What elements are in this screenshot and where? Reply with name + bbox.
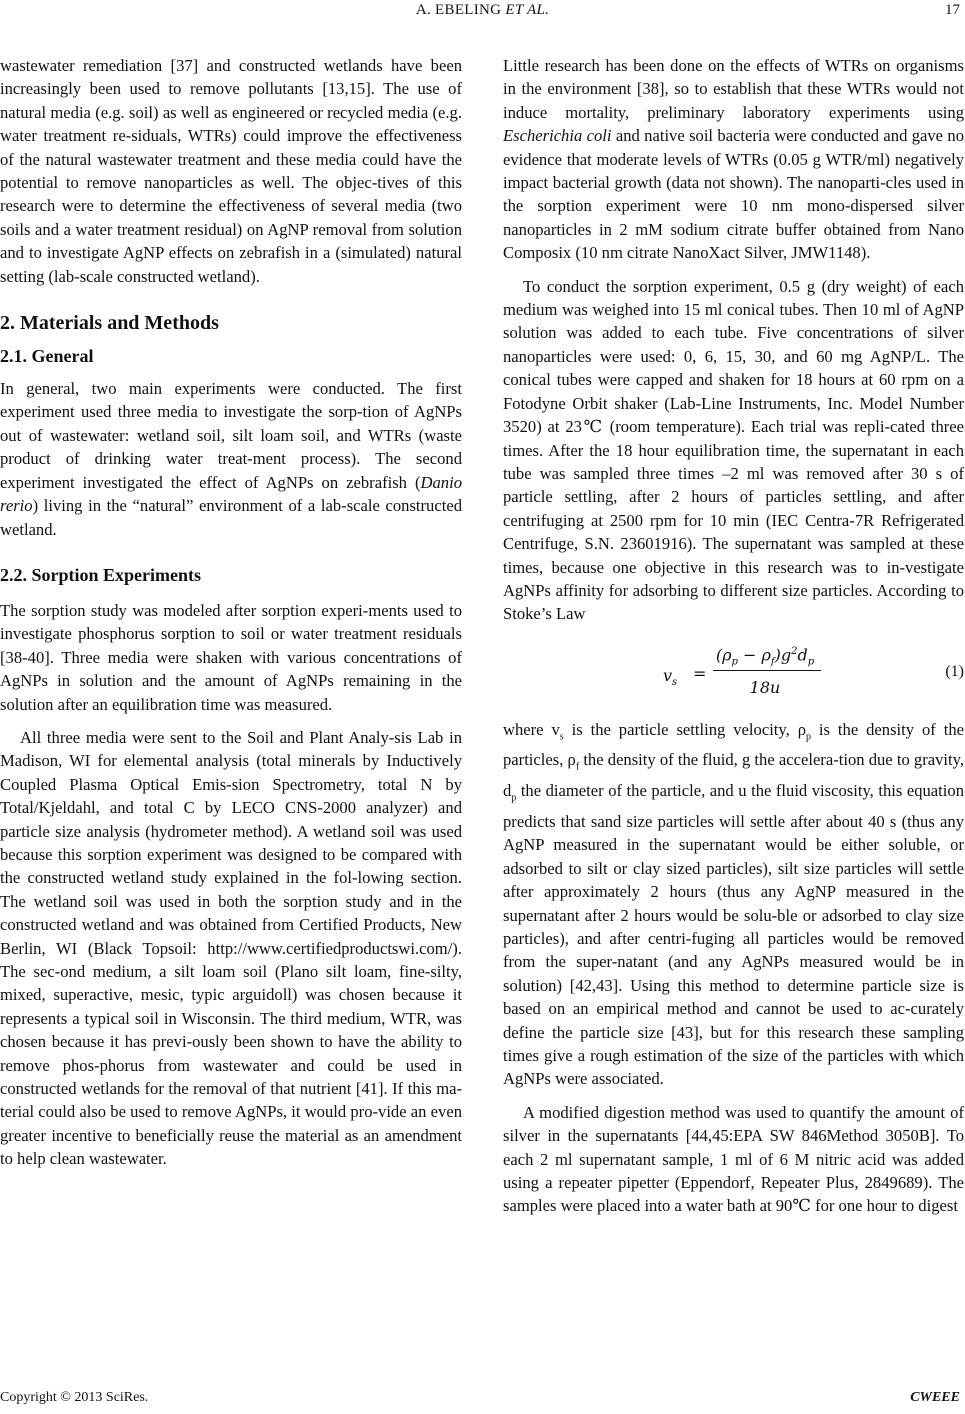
footer-copyright: Copyright © 2013 SciRes. bbox=[0, 1390, 149, 1405]
equation-number: (1) bbox=[945, 662, 964, 680]
stokes-law-equation bbox=[503, 640, 964, 706]
general-text-2: ) living in the “natural” environment of a lab-scale constructed wetland. bbox=[0, 496, 462, 539]
equation-body bbox=[663, 640, 863, 706]
intro-paragraph: wastewater remediation [37] and constructed wetlands have been increasingly been used to remove pollutants [13,15]. The use of natural media (e.g. soil) as well as engineered or recycled media (e.g. water treatment re-siduals, WTRs) could improve the effectiveness of the natural wastewater treatment and these media could have the potential to remove nanoparticles as well. The objec-tives of this research were to determine the effectiveness of several media (two soils and a water treatment residual) on AgNP removal from solution and to investigate AgNP effects on zebrafish in a (simulated) natural setting (lab-scale constructed wetland). bbox=[0, 56, 462, 286]
subsection-heading-sorption: 2.2. Sorption Experiments bbox=[0, 564, 202, 585]
general-text-1: In general, two main experiments were conducted. The first experiment used three media to investigate the sorp-tion of AgNPs out of wastewater: wetland soil, silt loam soil, and WTRs (waste product of drinking water treat-ment process). The second experiment investigated the effect of AgNPs on zebrafish ( bbox=[0, 379, 462, 492]
sorption-paragraph-2: All three media were sent to the Soil and Plant Analy-sis Lab in Madison, WI for elemental analysis (total minerals by Inductively Coupled Plasma Optical Emis-sion Spectrometry, total N by Total/Kjeldahl, and total C by LECO CNS-2000 analyzer) and particle size analysis (hydrometer method). A wetland soil was used because this sorption experiment was designed to be compared with the constructed wetland study explained in the fol-lowing section. The wetland soil was used in both the sorption study and in the constructed wetland and was obtained from Certified Products, New Berlin, WI (Black Topsoil: http://www.certifiedproductswi.com/). The sec-ond medium, a silt loam soil (Plano silt loam, fine-silty, mixed, superactive, mesic, typic arguidoll) was chosen because it represents a typical soil in Wisconsin. The third medium, WTR, was chosen because it has previ-ously been shown to have the ability to remove phos-phorus from wastewater and could be used in constructed wetlands for the removal of that nutrient [41]. If this ma-terial could also be used to remove AgNPs, it would pro-vide an even greater incentive to beneficially reuse the material as an amendment to help clean wastewater. bbox=[0, 727, 462, 1169]
equation-lhs: $v_s$ bbox=[663, 665, 678, 688]
digestion-paragraph: A modified digestion method was used to quantify the amount of silver in the supernatants [44,45:EPA SW 846Method 3050B]. To each 2 ml supernatant sample, 1 ml of 6 M nitric acid was added using a repeater pipetter (Eppendorf, Repeater Plus, 2849689). The samples were placed into a water bath at 90℃ for one hour to digest bbox=[503, 1102, 964, 1216]
subsection-heading-general: 2.1. General bbox=[0, 346, 94, 367]
equation-numerator: $(\rho_p - \rho_f)g^2d_p$ bbox=[715, 645, 815, 668]
left-column bbox=[0, 54, 462, 1171]
sorption-paragraph-1: The sorption study was modeled after sorption experi-ments used to investigate phosphorus sorption to soil or water treatment residuals [38-40]. Three media were shaken with various concentrations of AgNPs in solution and the amount of AgNPs remaining in the solution after an equilibration time was measured. bbox=[0, 600, 462, 714]
right-column bbox=[503, 54, 964, 1218]
wtr-paragraph bbox=[503, 54, 964, 265]
footer-journal: CWEEE bbox=[910, 1390, 960, 1405]
page-number: 17 bbox=[945, 2, 960, 18]
equation-denominator: 18u bbox=[749, 677, 781, 697]
section-heading-materials-methods: 2. Materials and Methods bbox=[0, 312, 219, 335]
equation-equals: = bbox=[693, 663, 707, 683]
wtr-text-1: Little research has been done on the effects of WTRs on organisms in the environment [38], so to establish that these WTRs would not induce mortality, preliminary laboratory experiments using bbox=[503, 56, 964, 122]
wtr-text-2: and native soil bacteria were conducted and gave no evidence that moderate levels of WTRs (0.05 g WTR/ml) negatively impact bacterial growth (data not shown). The nanoparti-cles used in the sorption experiment were 10 nm mono-dispersed silver nanoparticles in 2 mM sodium citrate buffer obtained from Nano Composix (10 nm citrate NanoXact Silver, JMW1148). bbox=[503, 126, 964, 263]
sorption-method-paragraph: To conduct the sorption experiment, 0.5 g (dry weight) of each medium was weighed into 15 ml conical tubes. Then 10 ml of AgNP solution was added to each tube. Five concentrations of silver nanoparticles were used: 0, 6, 15, 30, and 60 mg AgNP/L. The conical tubes were capped and shaken for 18 hours at 60 rpm on a Fotodyne Orbit shaker (Lab-Line Instruments, Inc. Model Number 3520) at 23℃ (room temperature). Each trial was repli-cated three times. After the 18 hour equilibration time, the supernatant in each tube was sampled three times –2 ml was removed after 30 s of particle settling, after 2 hours of particles settling, and after centrifuging at 2500 rpm for 10 min (IEC Centra-7R Refrigerated Centrifuge, S.N. 23601916). The supernatant was sampled at these times, because one objective in this research was to in-vestigate AgNPs affinity for adsorbing to different size particles. According to Stoke’s Law bbox=[503, 276, 964, 624]
stokes-explanation-paragraph: where $v_s$ is the particle settling velocity, $\rho_p$ is the density of the particles, $\rho_f$ the density of the fluid, g the accelera-tion due to gravity, $d_p$ the diameter of the particle, and u the fluid viscosity, this equation predicts that sand size particles will settle after about 40 s (thus any AgNP measured in the supernatant would be either soluble, or adsorbed to silt or clay sized particles), silt size particles will settle after approximately 2 hours (thus any AgNP measured in the supernatant after 2 hours would be solu-ble or adsorbed to clay size particles), and after centri-fuging all particles would be removed from the super-natant (and any AgNPs measured would be in solution) [42,43]. Using this method to determine particle size is based on an empirical method and cannot be used to ac-curately define the particle size [43], but for this research these sampling times give a rough estimation of the size of the particles with which AgNPs were associated. bbox=[503, 719, 964, 1089]
species-name-ecoli: Escherichia coli bbox=[503, 126, 612, 146]
species-name-danio: Danio rerio bbox=[0, 472, 462, 516]
running-head-et-al: ET AL. bbox=[505, 2, 550, 18]
general-paragraph bbox=[0, 377, 462, 541]
page-header bbox=[0, 0, 965, 30]
equation-fraction-bar bbox=[713, 670, 821, 671]
page-footer bbox=[0, 1390, 965, 1412]
running-head bbox=[0, 2, 965, 19]
running-head-authors: A. EBELING bbox=[415, 2, 502, 18]
